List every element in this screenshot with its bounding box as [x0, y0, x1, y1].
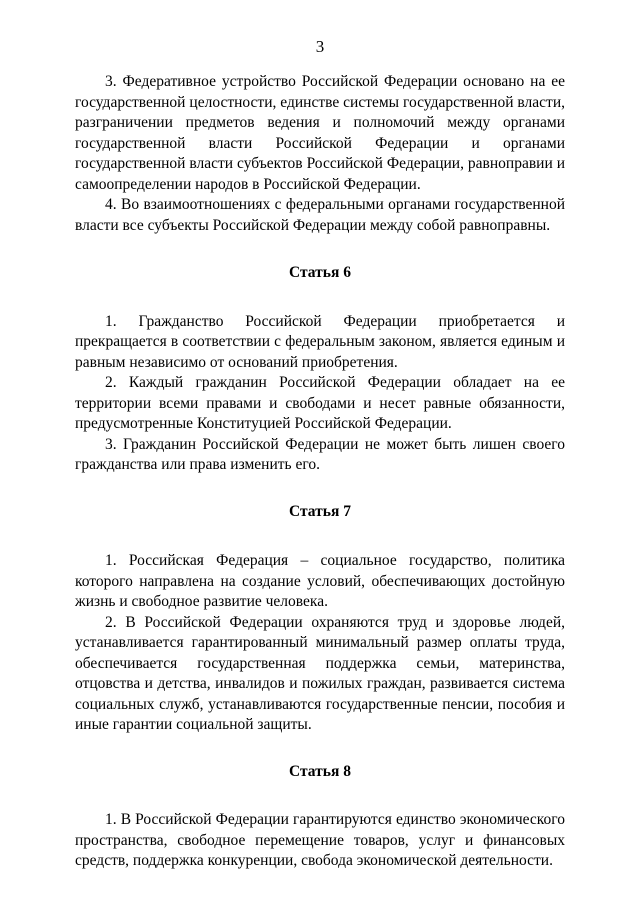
paragraph: 3. Федеративное устройство Российской Федерации основано на ее государственной целостности, единстве системы государственной власти, разграничении предметов ведения и полномочий между органами государственной власти Российской Федерации и органами государственной власти субъектов Российской Федерации, равноправии и самоопределении народов в Российской Федерации. [75, 73, 565, 193]
article-heading: Статья 8 [289, 762, 351, 780]
paragraph: 2. Каждый гражданин Российской Федерации обладает на ее территории всеми правами и свободами и несет равные обязанности, предусмотренные Конституцией Российской Федерации. [75, 374, 565, 432]
paragraph: 2. В Российской Федерации охраняются труд и здоровье людей, устанавливается гарантированный минимальный размер оплаты труда, обеспечивается государственная поддержка семьи, материнства, отцовства и детства, инвалидов и пожилых граждан, развивается система социальных служб, устанавливаются государственные пенсии, пособия и иные гарантии социальной защиты. [75, 613, 565, 733]
article-heading: Статья 6 [289, 264, 351, 281]
paragraph: 1. В Российской Федерации гарантируются единство экономического пространства, свободное перемещение товаров, услуг и финансовых средств, поддержка конкуренции, свобода экономической деятельности. [75, 811, 565, 869]
paragraph: 1. Российская Федерация – социальное государство, политика которого направлена на создание условий, обеспечивающих достойную жизнь и свободное развитие человека. [75, 552, 565, 610]
paragraph: 4. Во взаимоотношениях с федеральными органами государственной власти все субъекты Российской Федерации между собой равноправны. [75, 196, 565, 234]
paragraph: 1. Гражданство Российской Федерации приобретается и прекращается в соответствии с федеральным законом, является единым и равным независимо от оснований приобретения. [75, 312, 565, 371]
paragraph: 3. Гражданин Российской Федерации не может быть лишен своего гражданства или права изменить его. [75, 435, 565, 473]
article-heading: Статья 7 [289, 502, 351, 520]
page-number: 3 [315, 37, 325, 56]
page-content [75, 72, 565, 872]
